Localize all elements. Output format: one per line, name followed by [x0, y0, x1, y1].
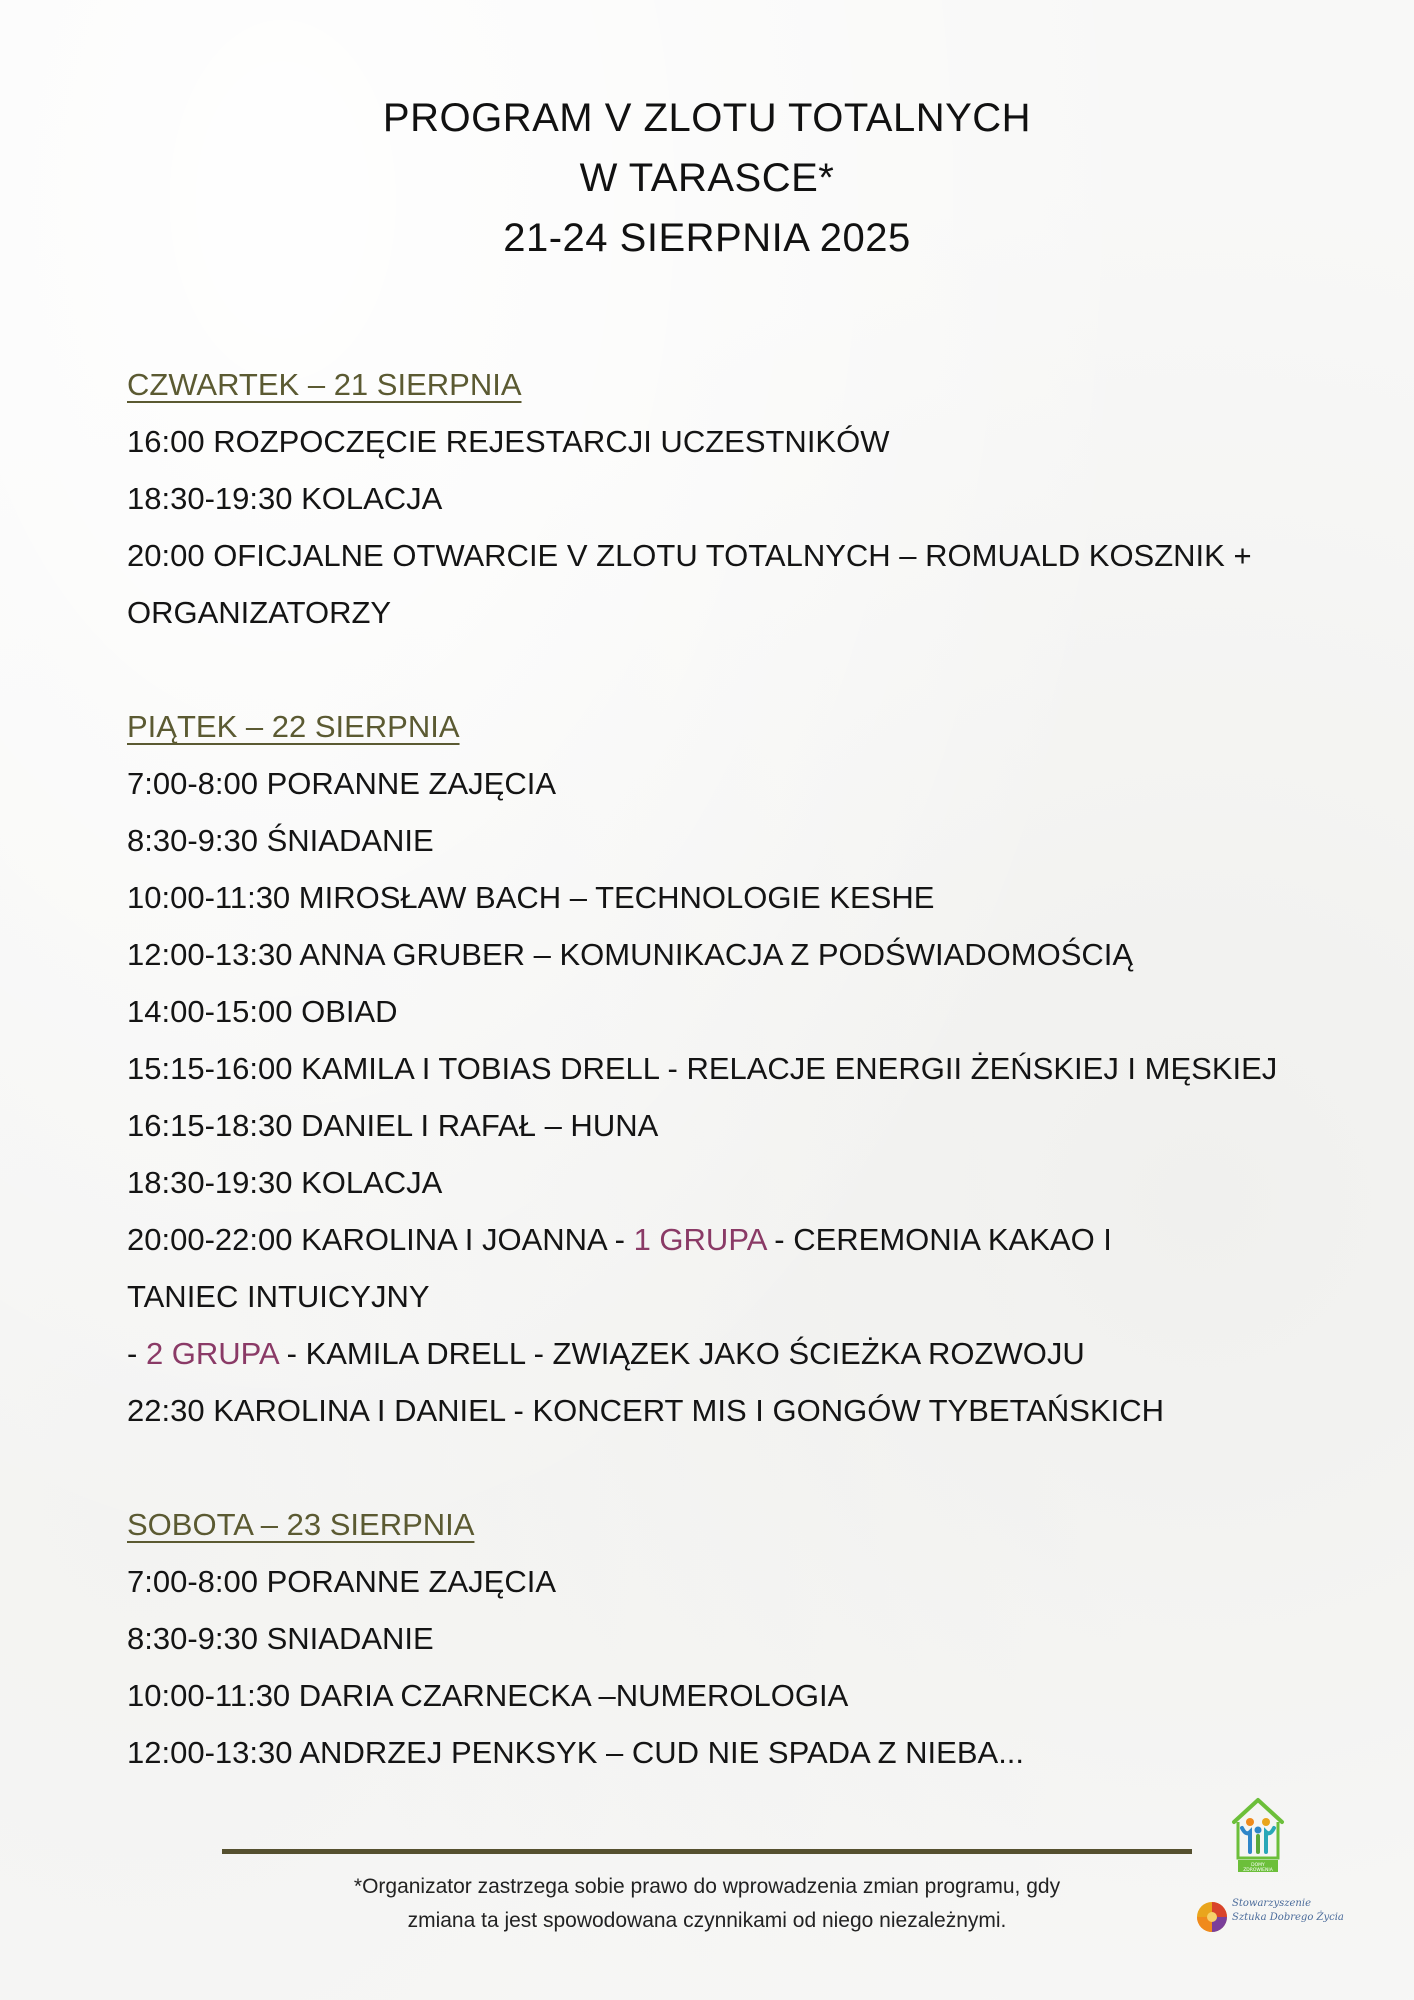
- schedule-item: 18:30-19:30 KOLACJA: [127, 481, 443, 516]
- schedule-item: 22:30 KAROLINA I DANIEL - KONCERT MIS I GONGÓW TYBETAŃSKICH: [127, 1393, 1165, 1428]
- schedule-item: 8:30-9:30 SNIADANIE: [127, 1621, 434, 1656]
- schedule-item-group-2: [127, 1325, 1307, 1382]
- title-line-1: PROGRAM V ZLOTU TOTALNYCH: [382, 96, 1032, 140]
- schedule-item: 7:00-8:00 PORANNE ZAJĘCIA: [127, 766, 556, 801]
- schedule-item: 12:00-13:30 ANDRZEJ PENKSYK – CUD NIE SPADA Z NIEBA...: [127, 1735, 1025, 1770]
- spacer: [127, 641, 1307, 698]
- schedule-item-continuation: ORGANIZATORZY: [127, 595, 392, 630]
- group-1-prefix: 20:00-22:00 KAROLINA I JOANNA -: [127, 1222, 634, 1257]
- association-name-line-2: Sztuka Dobrego Życia: [1232, 1912, 1344, 1923]
- group-2-suffix: - KAMILA DRELL - ZWIĄZEK JAKO ŚCIEŻKA ROZWOJU: [278, 1336, 1085, 1371]
- program-content: [127, 356, 1307, 1781]
- schedule-item: 20:00 OFICJALNE OTWARCIE V ZLOTU TOTALNYCH – ROMUALD KOSZNIK +: [127, 538, 1252, 573]
- day-heading-saturday: SOBOTA – 23 SIERPNIA: [127, 1507, 475, 1542]
- footnote-line-1: *Organizator zastrzega sobie prawo do wprowadzenia zmian programu, gdy: [353, 1875, 1061, 1898]
- domy-zdrowienia-logo: [1228, 1792, 1288, 1880]
- schedule-item: 8:30-9:30 ŚNIADANIE: [127, 823, 434, 858]
- schedule-item: 10:00-11:30 DARIA CZARNECKA –NUMEROLOGIA: [127, 1678, 849, 1713]
- home-logo-text-line-2: ZDROWIENIA: [1243, 1868, 1273, 1873]
- schedule-item: 10:00-11:30 MIROSŁAW BACH – TECHNOLOGIE KESHE: [127, 880, 935, 915]
- schedule-item: 7:00-8:00 PORANNE ZAJĘCIA: [127, 1564, 556, 1599]
- day-heading-thursday: CZWARTEK – 21 SIERPNIA: [127, 367, 522, 402]
- day-heading-friday: PIĄTEK – 22 SIERPNIA: [127, 709, 460, 744]
- association-name-line-1: Stowarzyszenie: [1232, 1898, 1311, 1909]
- group-1-label: 1 GRUPA: [633, 1222, 766, 1257]
- group-2-prefix: -: [127, 1336, 146, 1371]
- spacer: [127, 1439, 1307, 1496]
- title-line-3: 21-24 SIERPNIA 2025: [503, 216, 911, 260]
- footnote-line-2: zmiana ta jest spowodowana czynnikami od niego niezależnymi.: [407, 1909, 1007, 1932]
- home-logo-text-line-1: DOMY: [1251, 1863, 1265, 1868]
- page-title: [0, 88, 1414, 268]
- title-line-2: W TARASCE*: [579, 156, 835, 200]
- schedule-item: 16:00 ROZPOCZĘCIE REJESTARCJI UCZESTNIKÓW: [127, 424, 890, 459]
- schedule-item: 12:00-13:30 ANNA GRUBER – KOMUNIKACJA Z PODŚWIADOMOŚCIĄ: [127, 937, 1134, 972]
- schedule-item: 16:15-18:30 DANIEL I RAFAŁ – HUNA: [127, 1108, 659, 1143]
- schedule-item-continuation: TANIEC INTUICYJNY: [127, 1279, 430, 1314]
- schedule-item: 18:30-19:30 KOLACJA: [127, 1165, 443, 1200]
- group-2-label: 2 GRUPA: [145, 1336, 279, 1371]
- footnote: [0, 1870, 1414, 1938]
- group-1-suffix: - CEREMONIA KAKAO I: [765, 1222, 1112, 1257]
- schedule-item-group-1: [127, 1211, 1307, 1268]
- schedule-item: 15:15-16:00 KAMILA I TOBIAS DRELL - RELACJE ENERGII ŻEŃSKIEJ I MĘSKIEJ: [127, 1051, 1278, 1086]
- schedule-item: 14:00-15:00 OBIAD: [127, 994, 398, 1029]
- footer-divider: [222, 1849, 1192, 1854]
